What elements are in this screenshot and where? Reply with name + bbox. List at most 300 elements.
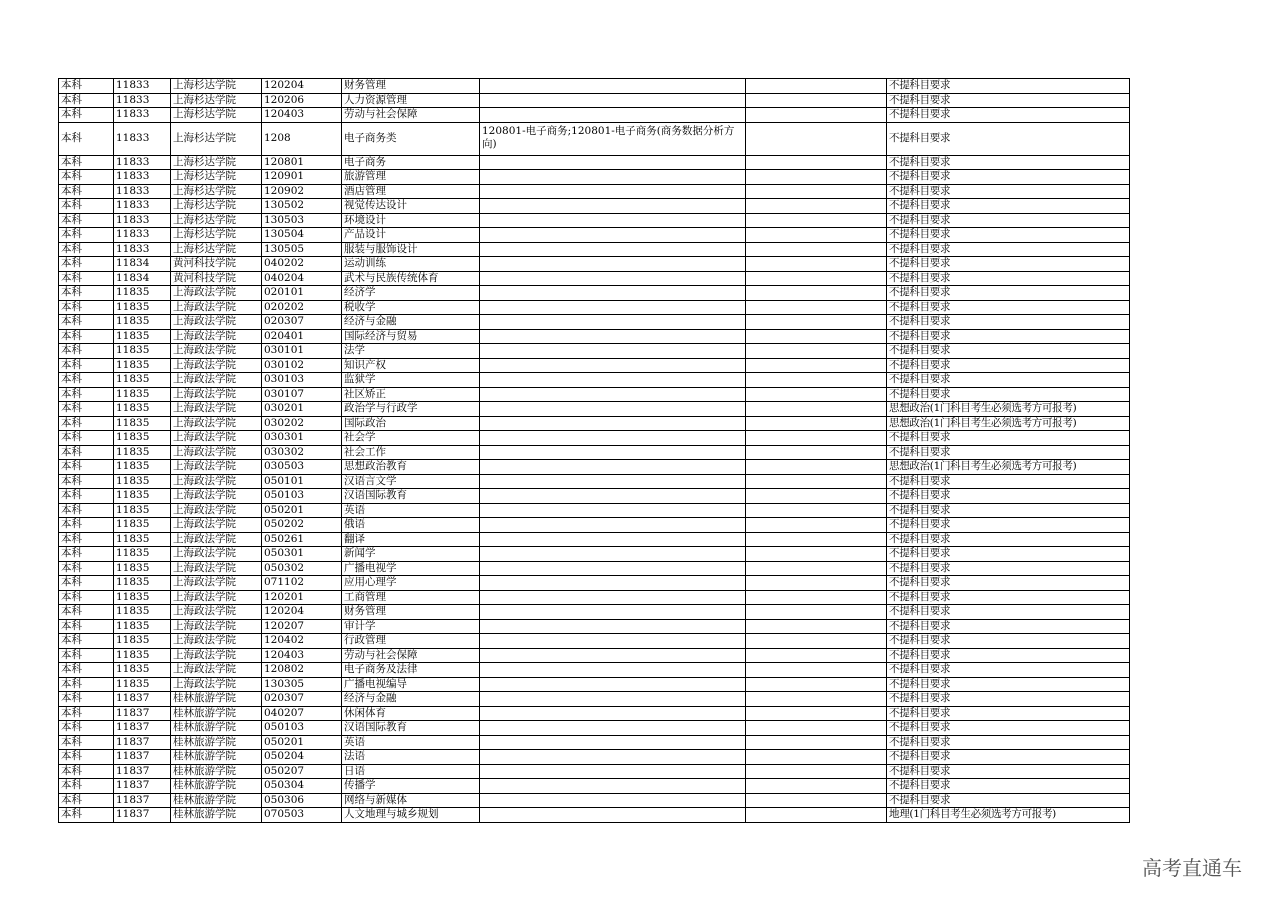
school-name-cell: 桂林旅游学院 — [171, 692, 262, 707]
included-majors-cell — [480, 764, 746, 779]
level-cell: 本科 — [59, 692, 114, 707]
level-cell: 本科 — [59, 271, 114, 286]
level-cell: 本科 — [59, 358, 114, 373]
included-majors-cell — [480, 474, 746, 489]
included-majors-cell — [480, 184, 746, 199]
level-cell: 本科 — [59, 199, 114, 214]
school-code-cell: 11834 — [114, 271, 171, 286]
school-name-cell: 桂林旅游学院 — [171, 706, 262, 721]
major-name-cell: 监狱学 — [342, 373, 480, 388]
level-cell: 本科 — [59, 402, 114, 417]
table-row — [59, 329, 1130, 344]
blank-cell — [746, 431, 887, 446]
table-row — [59, 503, 1130, 518]
school-code-cell: 11835 — [114, 532, 171, 547]
major-name-cell: 英语 — [342, 503, 480, 518]
table-row — [59, 634, 1130, 649]
blank-cell — [746, 329, 887, 344]
major-name-cell: 工商管理 — [342, 590, 480, 605]
blank-cell — [746, 228, 887, 243]
subject-requirement-cell: 不提科目要求 — [887, 692, 1130, 707]
subject-requirement-cell: 不提科目要求 — [887, 503, 1130, 518]
level-cell: 本科 — [59, 445, 114, 460]
level-cell: 本科 — [59, 634, 114, 649]
major-name-cell: 产品设计 — [342, 228, 480, 243]
school-name-cell: 上海政法学院 — [171, 460, 262, 475]
table-row — [59, 79, 1130, 94]
major-code-cell: 030201 — [262, 402, 342, 417]
table-row — [59, 692, 1130, 707]
school-code-cell: 11835 — [114, 300, 171, 315]
included-majors-cell — [480, 344, 746, 359]
school-name-cell: 上海政法学院 — [171, 373, 262, 388]
included-majors-cell — [480, 199, 746, 214]
school-name-cell: 上海政法学院 — [171, 532, 262, 547]
included-majors-cell — [480, 300, 746, 315]
included-majors-cell — [480, 358, 746, 373]
level-cell: 本科 — [59, 779, 114, 794]
major-name-cell: 社区矫正 — [342, 387, 480, 402]
table-row — [59, 779, 1130, 794]
major-name-cell: 财务管理 — [342, 605, 480, 620]
subject-requirement-cell: 不提科目要求 — [887, 286, 1130, 301]
school-name-cell: 上海政法学院 — [171, 489, 262, 504]
major-code-cell: 020307 — [262, 692, 342, 707]
school-code-cell: 11837 — [114, 706, 171, 721]
school-name-cell: 上海杉达学院 — [171, 108, 262, 123]
school-code-cell: 11835 — [114, 286, 171, 301]
table-row — [59, 373, 1130, 388]
subject-requirement-cell: 不提科目要求 — [887, 271, 1130, 286]
school-code-cell: 11837 — [114, 779, 171, 794]
subject-requirement-cell: 不提科目要求 — [887, 735, 1130, 750]
included-majors-cell — [480, 431, 746, 446]
level-cell: 本科 — [59, 122, 114, 155]
major-code-cell: 020202 — [262, 300, 342, 315]
level-cell: 本科 — [59, 503, 114, 518]
level-cell: 本科 — [59, 518, 114, 533]
blank-cell — [746, 170, 887, 185]
blank-cell — [746, 108, 887, 123]
major-code-cell: 020401 — [262, 329, 342, 344]
included-majors-cell: 120801-电子商务;120801-电子商务(商务数据分析方向) — [480, 122, 746, 155]
blank-cell — [746, 677, 887, 692]
table-row — [59, 750, 1130, 765]
subject-requirement-cell: 不提科目要求 — [887, 387, 1130, 402]
table-row — [59, 706, 1130, 721]
major-code-cell: 030503 — [262, 460, 342, 475]
table-row — [59, 764, 1130, 779]
major-name-cell: 审计学 — [342, 619, 480, 634]
blank-cell — [746, 79, 887, 94]
subject-requirement-cell: 不提科目要求 — [887, 108, 1130, 123]
school-name-cell: 上海杉达学院 — [171, 122, 262, 155]
included-majors-cell — [480, 93, 746, 108]
subject-requirement-cell: 不提科目要求 — [887, 779, 1130, 794]
level-cell: 本科 — [59, 228, 114, 243]
blank-cell — [746, 286, 887, 301]
level-cell: 本科 — [59, 663, 114, 678]
major-name-cell: 社会工作 — [342, 445, 480, 460]
table-row — [59, 648, 1130, 663]
blank-cell — [746, 213, 887, 228]
school-code-cell: 11833 — [114, 242, 171, 257]
school-code-cell: 11833 — [114, 122, 171, 155]
major-name-cell: 武术与民族传统体育 — [342, 271, 480, 286]
major-name-cell: 日语 — [342, 764, 480, 779]
subject-requirement-cell: 不提科目要求 — [887, 518, 1130, 533]
major-name-cell: 行政管理 — [342, 634, 480, 649]
major-code-cell: 120901 — [262, 170, 342, 185]
school-code-cell: 11833 — [114, 228, 171, 243]
school-name-cell: 上海杉达学院 — [171, 242, 262, 257]
major-name-cell: 法学 — [342, 344, 480, 359]
school-code-cell: 11835 — [114, 518, 171, 533]
level-cell: 本科 — [59, 387, 114, 402]
table-row — [59, 155, 1130, 170]
blank-cell — [746, 634, 887, 649]
major-name-cell: 汉语国际教育 — [342, 721, 480, 736]
major-code-cell: 050304 — [262, 779, 342, 794]
school-code-cell: 11835 — [114, 416, 171, 431]
level-cell: 本科 — [59, 590, 114, 605]
included-majors-cell — [480, 79, 746, 94]
level-cell: 本科 — [59, 286, 114, 301]
included-majors-cell — [480, 532, 746, 547]
school-code-cell: 11837 — [114, 808, 171, 823]
major-name-cell: 传播学 — [342, 779, 480, 794]
school-name-cell: 上海政法学院 — [171, 634, 262, 649]
school-name-cell: 桂林旅游学院 — [171, 721, 262, 736]
included-majors-cell — [480, 619, 746, 634]
blank-cell — [746, 764, 887, 779]
major-name-cell: 经济与金融 — [342, 315, 480, 330]
major-name-cell: 人力资源管理 — [342, 93, 480, 108]
school-code-cell: 11835 — [114, 474, 171, 489]
major-code-cell: 050103 — [262, 489, 342, 504]
school-code-cell: 11835 — [114, 315, 171, 330]
blank-cell — [746, 576, 887, 591]
table-row — [59, 315, 1130, 330]
table-row — [59, 213, 1130, 228]
school-name-cell: 上海政法学院 — [171, 619, 262, 634]
subject-requirement-cell: 不提科目要求 — [887, 79, 1130, 94]
included-majors-cell — [480, 706, 746, 721]
blank-cell — [746, 489, 887, 504]
major-name-cell: 广播电视学 — [342, 561, 480, 576]
major-code-cell: 050306 — [262, 793, 342, 808]
school-name-cell: 上海政法学院 — [171, 329, 262, 344]
level-cell: 本科 — [59, 489, 114, 504]
included-majors-cell — [480, 170, 746, 185]
major-name-cell: 俄语 — [342, 518, 480, 533]
major-name-cell: 国际经济与贸易 — [342, 329, 480, 344]
included-majors-cell — [480, 213, 746, 228]
major-name-cell: 劳动与社会保障 — [342, 648, 480, 663]
subject-requirement-cell: 不提科目要求 — [887, 300, 1130, 315]
major-name-cell: 应用心理学 — [342, 576, 480, 591]
major-name-cell: 新闻学 — [342, 547, 480, 562]
major-code-cell: 050202 — [262, 518, 342, 533]
school-code-cell: 11833 — [114, 108, 171, 123]
major-name-cell: 英语 — [342, 735, 480, 750]
table-row — [59, 547, 1130, 562]
table-row — [59, 518, 1130, 533]
table-row — [59, 122, 1130, 155]
major-name-cell: 翻译 — [342, 532, 480, 547]
subject-requirement-cell: 不提科目要求 — [887, 605, 1130, 620]
table-row — [59, 460, 1130, 475]
major-name-cell: 环境设计 — [342, 213, 480, 228]
major-code-cell: 120403 — [262, 648, 342, 663]
included-majors-cell — [480, 445, 746, 460]
subject-requirement-cell: 不提科目要求 — [887, 170, 1130, 185]
included-majors-cell — [480, 271, 746, 286]
table-row — [59, 416, 1130, 431]
table-row — [59, 93, 1130, 108]
subject-requirement-cell: 不提科目要求 — [887, 155, 1130, 170]
subject-requirement-cell: 不提科目要求 — [887, 344, 1130, 359]
major-code-cell: 030107 — [262, 387, 342, 402]
major-code-cell: 020101 — [262, 286, 342, 301]
school-code-cell: 11835 — [114, 329, 171, 344]
blank-cell — [746, 590, 887, 605]
level-cell: 本科 — [59, 242, 114, 257]
included-majors-cell — [480, 605, 746, 620]
subject-requirement-cell: 不提科目要求 — [887, 329, 1130, 344]
subject-requirement-cell: 不提科目要求 — [887, 648, 1130, 663]
included-majors-cell — [480, 590, 746, 605]
school-code-cell: 11835 — [114, 373, 171, 388]
subject-requirement-cell: 不提科目要求 — [887, 213, 1130, 228]
subject-requirement-cell: 不提科目要求 — [887, 228, 1130, 243]
school-name-cell: 上海杉达学院 — [171, 170, 262, 185]
school-code-cell: 11835 — [114, 576, 171, 591]
level-cell: 本科 — [59, 155, 114, 170]
level-cell: 本科 — [59, 431, 114, 446]
included-majors-cell — [480, 547, 746, 562]
major-name-cell: 汉语国际教育 — [342, 489, 480, 504]
major-name-cell: 劳动与社会保障 — [342, 108, 480, 123]
level-cell: 本科 — [59, 108, 114, 123]
blank-cell — [746, 692, 887, 707]
blank-cell — [746, 184, 887, 199]
blank-cell — [746, 155, 887, 170]
school-code-cell: 11837 — [114, 764, 171, 779]
included-majors-cell — [480, 735, 746, 750]
school-name-cell: 桂林旅游学院 — [171, 779, 262, 794]
school-name-cell: 上海政法学院 — [171, 344, 262, 359]
included-majors-cell — [480, 155, 746, 170]
blank-cell — [746, 344, 887, 359]
school-code-cell: 11837 — [114, 721, 171, 736]
school-name-cell: 上海政法学院 — [171, 663, 262, 678]
major-code-cell: 130505 — [262, 242, 342, 257]
included-majors-cell — [480, 648, 746, 663]
level-cell: 本科 — [59, 416, 114, 431]
school-code-cell: 11837 — [114, 735, 171, 750]
major-code-cell: 050101 — [262, 474, 342, 489]
level-cell: 本科 — [59, 344, 114, 359]
major-name-cell: 人文地理与城乡规划 — [342, 808, 480, 823]
school-name-cell: 上海政法学院 — [171, 561, 262, 576]
school-name-cell: 上海杉达学院 — [171, 199, 262, 214]
table-row — [59, 474, 1130, 489]
blank-cell — [746, 93, 887, 108]
major-name-cell: 运动训练 — [342, 257, 480, 272]
major-code-cell: 071102 — [262, 576, 342, 591]
major-code-cell: 050201 — [262, 735, 342, 750]
major-code-cell: 120402 — [262, 634, 342, 649]
major-name-cell: 电子商务及法律 — [342, 663, 480, 678]
school-name-cell: 上海政法学院 — [171, 286, 262, 301]
included-majors-cell — [480, 387, 746, 402]
school-code-cell: 11835 — [114, 445, 171, 460]
subject-requirement-cell: 不提科目要求 — [887, 474, 1130, 489]
table-row — [59, 170, 1130, 185]
major-code-cell: 130503 — [262, 213, 342, 228]
school-code-cell: 11835 — [114, 677, 171, 692]
table-row — [59, 271, 1130, 286]
school-name-cell: 上海政法学院 — [171, 677, 262, 692]
blank-cell — [746, 793, 887, 808]
major-name-cell: 思想政治教育 — [342, 460, 480, 475]
table-row — [59, 489, 1130, 504]
school-code-cell: 11835 — [114, 503, 171, 518]
major-name-cell: 社会学 — [342, 431, 480, 446]
table-row — [59, 286, 1130, 301]
blank-cell — [746, 387, 887, 402]
school-code-cell: 11835 — [114, 619, 171, 634]
included-majors-cell — [480, 561, 746, 576]
school-name-cell: 上海政法学院 — [171, 315, 262, 330]
included-majors-cell — [480, 750, 746, 765]
level-cell: 本科 — [59, 257, 114, 272]
level-cell: 本科 — [59, 605, 114, 620]
school-name-cell: 上海杉达学院 — [171, 79, 262, 94]
included-majors-cell — [480, 489, 746, 504]
blank-cell — [746, 648, 887, 663]
blank-cell — [746, 750, 887, 765]
level-cell: 本科 — [59, 474, 114, 489]
major-code-cell: 120204 — [262, 79, 342, 94]
table-row — [59, 242, 1130, 257]
major-code-cell: 120207 — [262, 619, 342, 634]
table-row — [59, 677, 1130, 692]
major-code-cell: 050201 — [262, 503, 342, 518]
level-cell: 本科 — [59, 170, 114, 185]
blank-cell — [746, 808, 887, 823]
subject-requirement-cell: 不提科目要求 — [887, 358, 1130, 373]
level-cell: 本科 — [59, 735, 114, 750]
school-name-cell: 上海政法学院 — [171, 358, 262, 373]
major-code-cell: 050207 — [262, 764, 342, 779]
major-code-cell: 120206 — [262, 93, 342, 108]
major-name-cell: 旅游管理 — [342, 170, 480, 185]
subject-requirement-cell: 不提科目要求 — [887, 663, 1130, 678]
subject-requirement-cell: 不提科目要求 — [887, 561, 1130, 576]
school-code-cell: 11833 — [114, 213, 171, 228]
blank-cell — [746, 315, 887, 330]
major-code-cell: 130502 — [262, 199, 342, 214]
school-code-cell: 11833 — [114, 184, 171, 199]
major-code-cell: 070503 — [262, 808, 342, 823]
table-row — [59, 561, 1130, 576]
school-code-cell: 11835 — [114, 402, 171, 417]
school-code-cell: 11835 — [114, 590, 171, 605]
major-code-cell: 030302 — [262, 445, 342, 460]
school-name-cell: 黄河科技学院 — [171, 271, 262, 286]
table-body — [59, 79, 1130, 823]
blank-cell — [746, 122, 887, 155]
major-code-cell: 020307 — [262, 315, 342, 330]
major-name-cell: 财务管理 — [342, 79, 480, 94]
major-code-cell: 1208 — [262, 122, 342, 155]
major-code-cell: 050204 — [262, 750, 342, 765]
admission-subject-table — [58, 78, 1130, 823]
subject-requirement-cell: 思想政治(1门科目考生必须选考方可报考) — [887, 416, 1130, 431]
major-name-cell: 网络与新媒体 — [342, 793, 480, 808]
included-majors-cell — [480, 518, 746, 533]
school-name-cell: 上海政法学院 — [171, 445, 262, 460]
school-name-cell: 上海政法学院 — [171, 518, 262, 533]
major-code-cell: 130504 — [262, 228, 342, 243]
level-cell: 本科 — [59, 677, 114, 692]
subject-requirement-cell: 不提科目要求 — [887, 184, 1130, 199]
school-code-cell: 11835 — [114, 547, 171, 562]
subject-requirement-cell: 不提科目要求 — [887, 489, 1130, 504]
subject-requirement-cell: 不提科目要求 — [887, 619, 1130, 634]
major-code-cell: 120204 — [262, 605, 342, 620]
blank-cell — [746, 358, 887, 373]
included-majors-cell — [480, 416, 746, 431]
school-code-cell: 11833 — [114, 155, 171, 170]
table-row — [59, 663, 1130, 678]
level-cell: 本科 — [59, 576, 114, 591]
table-row — [59, 108, 1130, 123]
table-row — [59, 358, 1130, 373]
school-code-cell: 11835 — [114, 605, 171, 620]
major-code-cell: 030301 — [262, 431, 342, 446]
major-name-cell: 政治学与行政学 — [342, 402, 480, 417]
included-majors-cell — [480, 286, 746, 301]
major-name-cell: 税收学 — [342, 300, 480, 315]
school-name-cell: 黄河科技学院 — [171, 257, 262, 272]
major-code-cell: 040207 — [262, 706, 342, 721]
subject-requirement-cell: 不提科目要求 — [887, 706, 1130, 721]
level-cell: 本科 — [59, 329, 114, 344]
school-name-cell: 上海政法学院 — [171, 648, 262, 663]
subject-requirement-cell: 不提科目要求 — [887, 547, 1130, 562]
school-code-cell: 11835 — [114, 431, 171, 446]
included-majors-cell — [480, 257, 746, 272]
level-cell: 本科 — [59, 808, 114, 823]
blank-cell — [746, 402, 887, 417]
school-code-cell: 11834 — [114, 257, 171, 272]
major-code-cell: 120801 — [262, 155, 342, 170]
included-majors-cell — [480, 677, 746, 692]
school-code-cell: 11833 — [114, 93, 171, 108]
table-row — [59, 387, 1130, 402]
level-cell: 本科 — [59, 315, 114, 330]
subject-requirement-cell: 不提科目要求 — [887, 532, 1130, 547]
table-row — [59, 300, 1130, 315]
major-name-cell: 汉语言文学 — [342, 474, 480, 489]
level-cell: 本科 — [59, 547, 114, 562]
school-name-cell: 上海政法学院 — [171, 576, 262, 591]
school-code-cell: 11835 — [114, 561, 171, 576]
school-code-cell: 11837 — [114, 793, 171, 808]
